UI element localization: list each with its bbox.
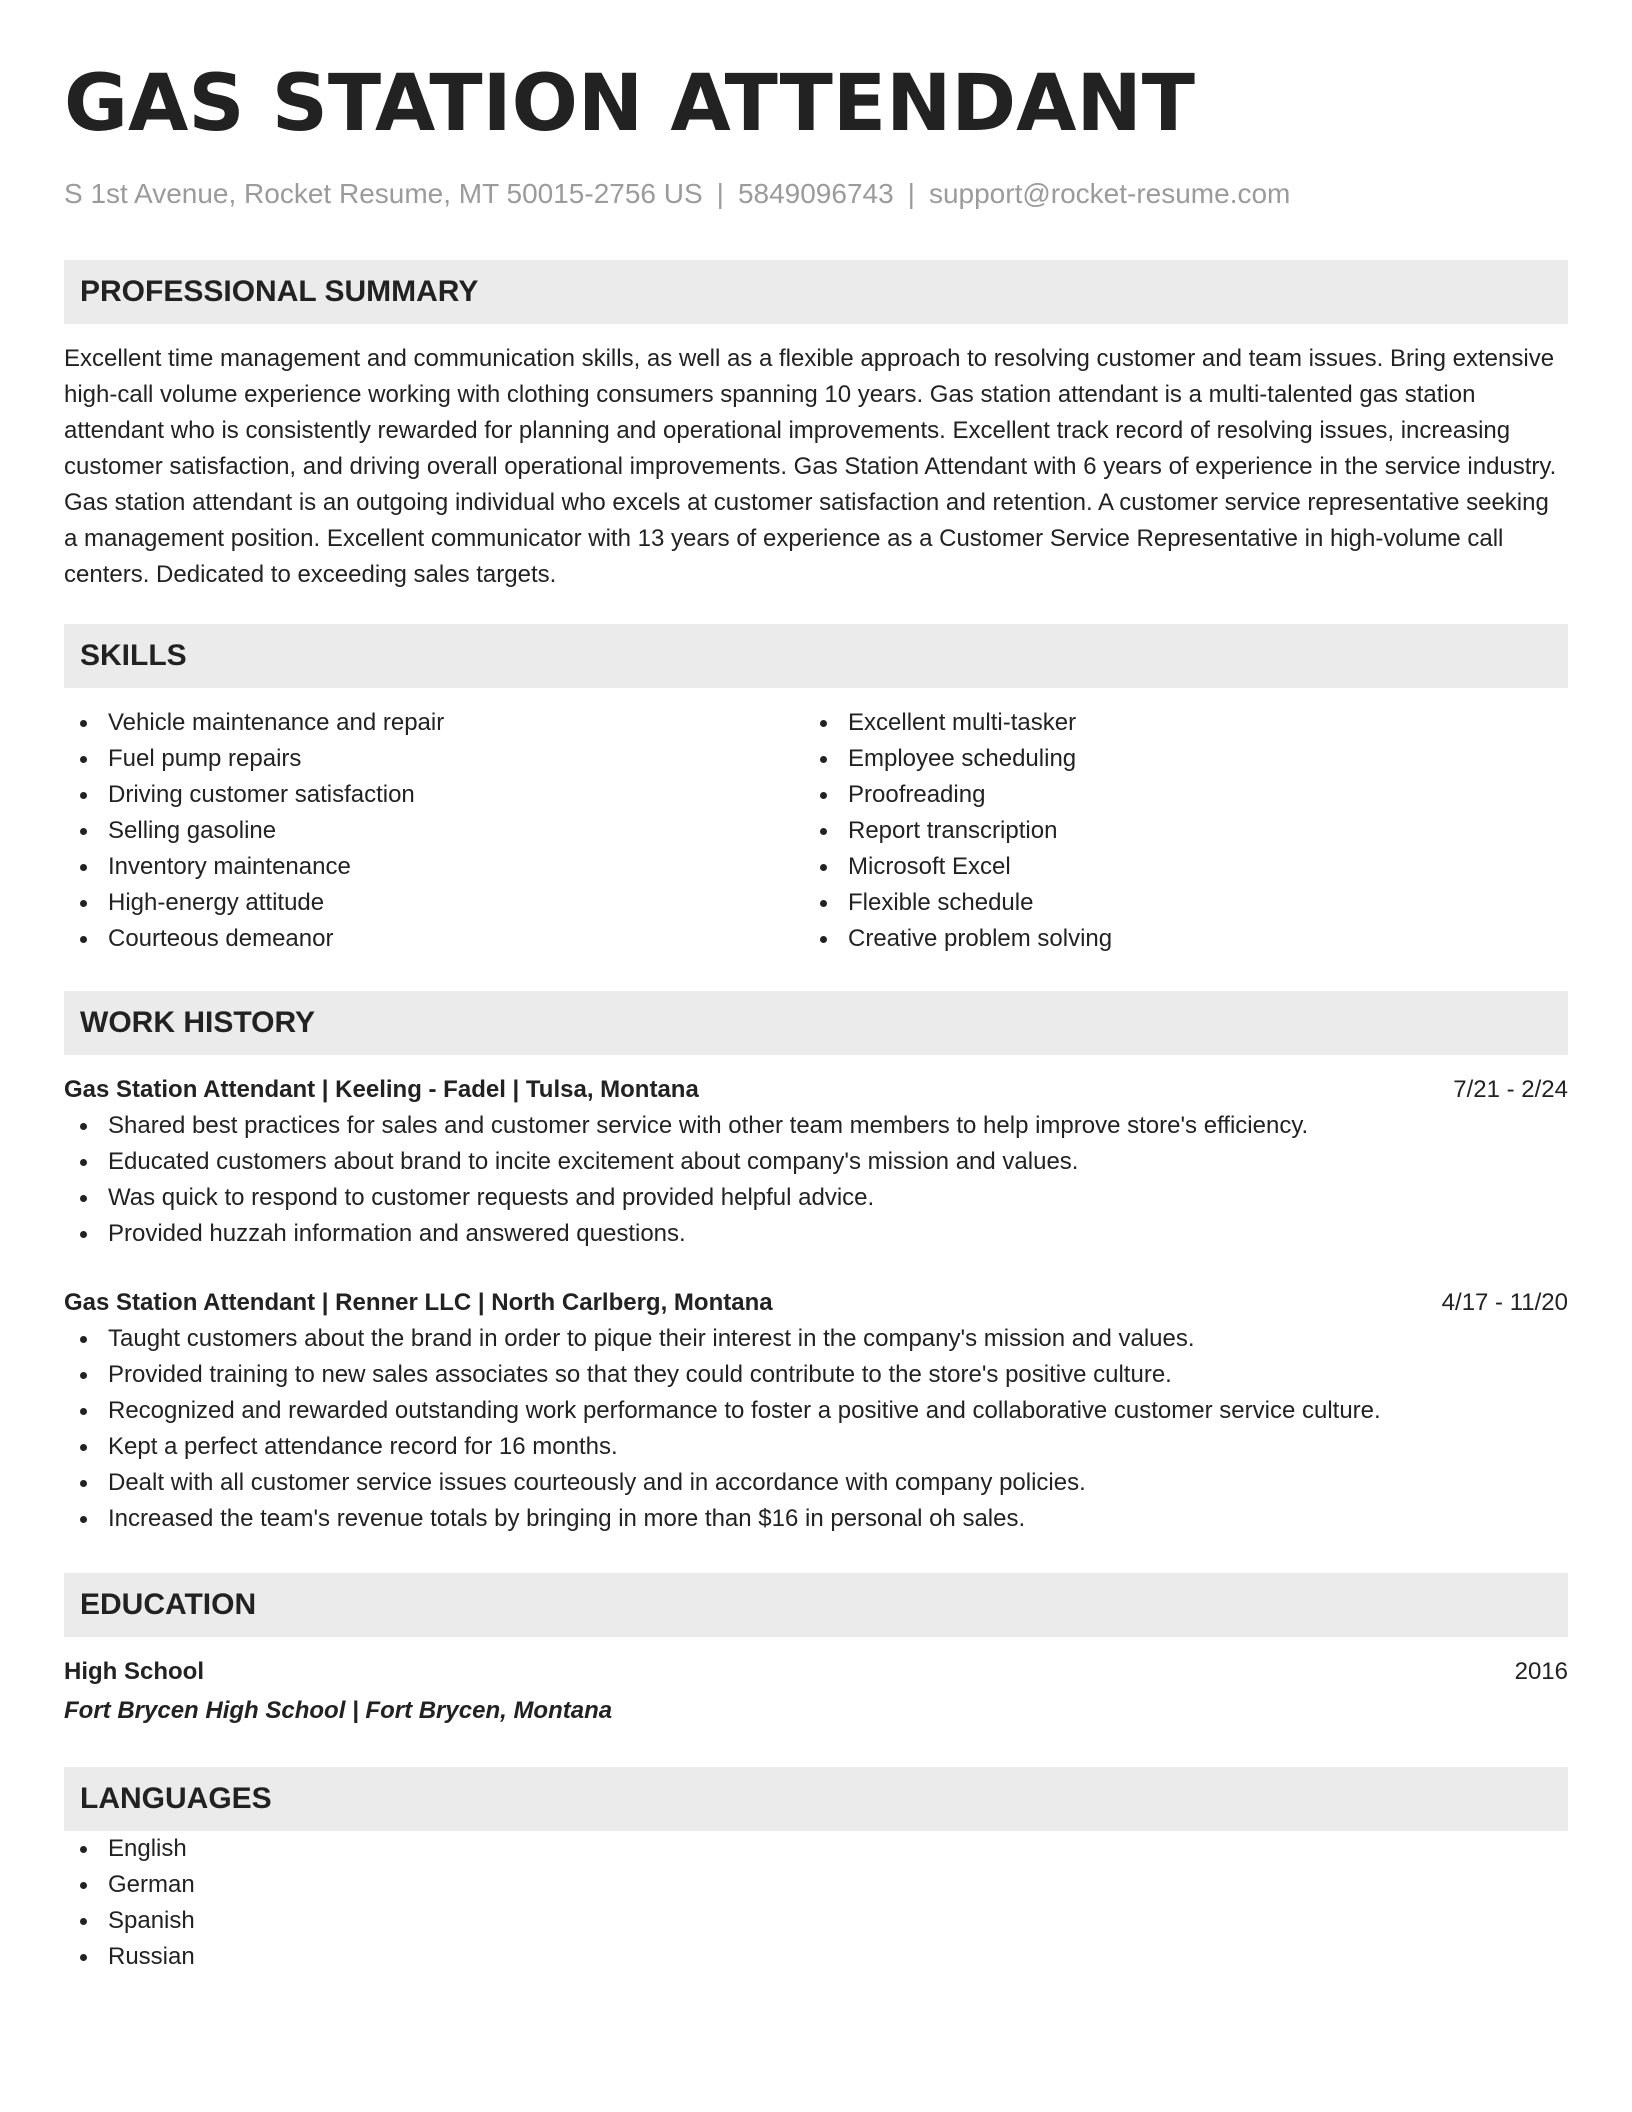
skill-item: Fuel pump repairs xyxy=(64,741,804,777)
job-header xyxy=(64,1072,1568,1108)
education-year: 2016 xyxy=(1514,1658,1568,1685)
skill-item: Flexible schedule xyxy=(804,885,1544,921)
education-degree: High School xyxy=(64,1658,204,1685)
job-bullet: Provided training to new sales associates so that they could contribute to the store's positive culture. xyxy=(64,1357,1568,1393)
contact-separator: | xyxy=(716,178,724,209)
job-bullet: Increased the team's revenue totals by bringing in more than $16 in personal oh sales. xyxy=(64,1501,1568,1537)
skill-item: Excellent multi-tasker xyxy=(804,705,1544,741)
job-dates: 4/17 - 11/20 xyxy=(1441,1289,1568,1316)
job-bullet: Was quick to respond to customer requests and provided helpful advice. xyxy=(64,1180,1568,1216)
language-item: English xyxy=(64,1831,1568,1867)
job-bullets xyxy=(64,1321,1568,1537)
section-header-languages: LANGUAGES xyxy=(64,1767,1568,1831)
resume-name: GAS STATION ATTENDANT xyxy=(64,59,1195,149)
skills-column-right xyxy=(804,705,1544,957)
skill-item: Courteous demeanor xyxy=(64,921,804,957)
contact-separator: | xyxy=(907,178,915,209)
skill-item: Report transcription xyxy=(804,813,1544,849)
contact-phone: 5849096743 xyxy=(737,178,894,209)
section-header-summary: PROFESSIONAL SUMMARY xyxy=(64,260,1568,324)
job-header xyxy=(64,1285,1568,1321)
skills-list xyxy=(64,705,1568,957)
education-header xyxy=(64,1654,1568,1690)
job-bullet: Shared best practices for sales and customer service with other team members to help improve store's efficiency. xyxy=(64,1108,1568,1144)
contact-line xyxy=(64,177,1568,211)
section-header-skills: SKILLS xyxy=(64,624,1568,688)
job-bullet: Recognized and rewarded outstanding work performance to foster a positive and collaborative customer service culture. xyxy=(64,1393,1568,1429)
language-item: German xyxy=(64,1867,1568,1903)
languages-list xyxy=(64,1831,1568,1975)
job-bullets xyxy=(64,1108,1568,1252)
language-item: Russian xyxy=(64,1939,1568,1975)
job-bullet: Provided huzzah information and answered questions. xyxy=(64,1216,1568,1252)
skill-item: High-energy attitude xyxy=(64,885,804,921)
summary-text: Excellent time management and communication skills, as well as a flexible approach to resolving customer and team issues. Bring extensive high-call volume experience working with clothing consumers spanning 10 years. Gas station attendant is a multi-talented gas station attendant who is consistently rewarded for planning and operational improvements. Excellent track record of resolving issues, increasing customer satisfaction, and driving overall operational improvements. Gas Station Attendant with 6 years of experience in the service industry. Gas station attendant is an outgoing individual who excels at customer satisfaction and retention. A customer service representative seeking a management position. Excellent communicator with 13 years of experience as a Customer Service Representative in high-volume call centers. Dedicated to exceeding sales targets. xyxy=(64,345,1557,588)
job-title: Gas Station Attendant | Keeling - Fadel | Tulsa, Montana xyxy=(64,1076,699,1103)
skills-column-left xyxy=(64,705,804,957)
section-header-work-history: WORK HISTORY xyxy=(64,991,1568,1055)
skill-item: Vehicle maintenance and repair xyxy=(64,705,804,741)
skill-item: Employee scheduling xyxy=(804,741,1544,777)
section-header-education: EDUCATION xyxy=(64,1573,1568,1637)
skill-item: Creative problem solving xyxy=(804,921,1544,957)
job-dates: 7/21 - 2/24 xyxy=(1453,1076,1568,1103)
language-item: Spanish xyxy=(64,1903,1568,1939)
skill-item: Proofreading xyxy=(804,777,1544,813)
skill-item: Driving customer satisfaction xyxy=(64,777,804,813)
skill-item: Selling gasoline xyxy=(64,813,804,849)
job-bullet: Dealt with all customer service issues courteously and in accordance with company policies. xyxy=(64,1465,1568,1501)
job-bullet: Educated customers about brand to incite excitement about company's mission and values. xyxy=(64,1144,1568,1180)
job-title: Gas Station Attendant | Renner LLC | North Carlberg, Montana xyxy=(64,1289,773,1316)
skill-item: Microsoft Excel xyxy=(804,849,1544,885)
education-school: Fort Brycen High School | Fort Brycen, Montana xyxy=(64,1697,613,1724)
skill-item: Inventory maintenance xyxy=(64,849,804,885)
contact-address: S 1st Avenue, Rocket Resume, MT 50015-2756 US xyxy=(64,178,703,209)
job-bullet: Kept a perfect attendance record for 16 months. xyxy=(64,1429,1568,1465)
contact-email: support@rocket-resume.com xyxy=(928,178,1291,209)
job-bullet: Taught customers about the brand in order to pique their interest in the company's mission and values. xyxy=(64,1321,1568,1357)
